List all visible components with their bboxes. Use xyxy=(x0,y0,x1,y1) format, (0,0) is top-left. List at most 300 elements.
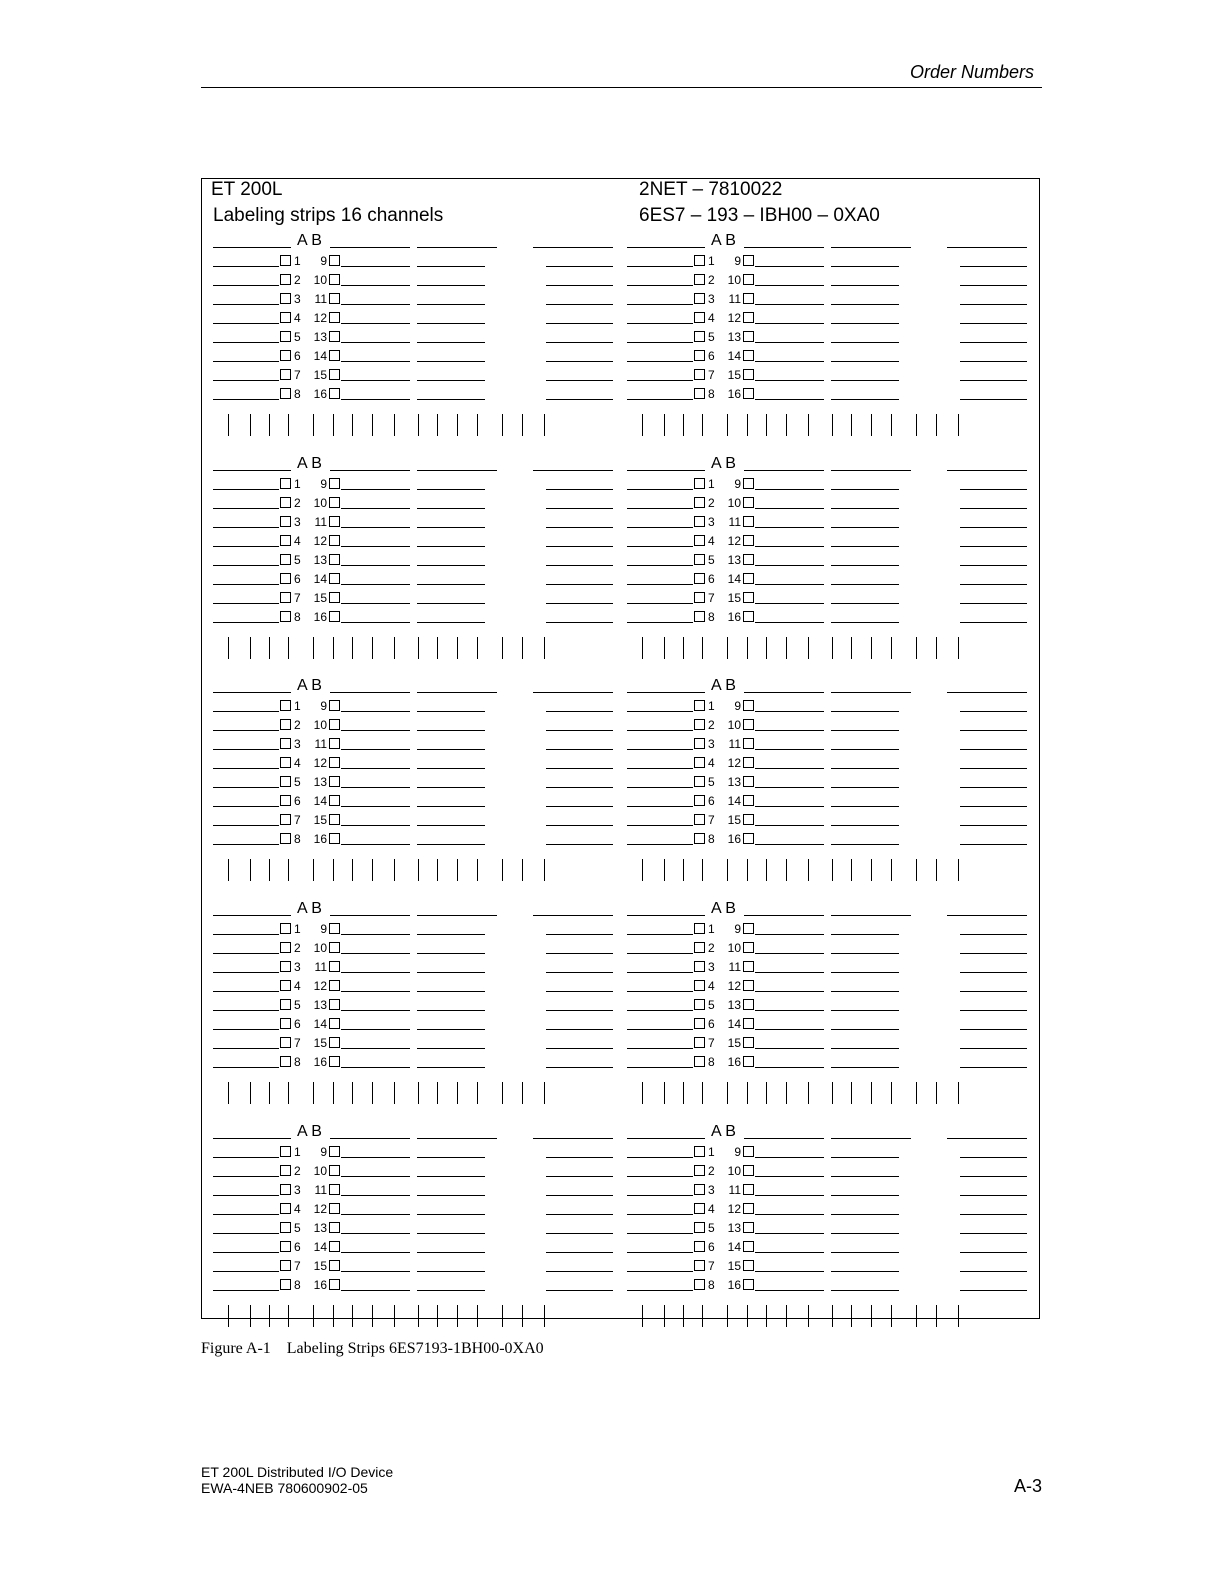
write-in-line xyxy=(417,1048,485,1049)
write-in-line xyxy=(417,489,485,490)
write-in-line xyxy=(831,546,899,547)
write-in-line xyxy=(627,380,693,381)
cut-mark xyxy=(727,859,728,881)
checkbox-icon xyxy=(694,776,705,787)
channel-number-a: 5 xyxy=(294,553,301,567)
write-in-line xyxy=(627,915,705,916)
write-in-line xyxy=(546,1195,613,1196)
write-in-line xyxy=(831,934,899,935)
checkbox-icon xyxy=(280,1222,291,1233)
checkbox-icon xyxy=(280,554,291,565)
cut-mark xyxy=(313,414,314,436)
column-header-ab: A B xyxy=(711,232,736,249)
checkbox-icon xyxy=(329,1165,340,1176)
channel-number-b: 12 xyxy=(727,311,741,325)
write-in-line xyxy=(330,1138,410,1139)
channel-number-a: 1 xyxy=(708,699,715,713)
channel-row xyxy=(627,570,1042,588)
write-in-line xyxy=(831,603,899,604)
channel-number-b: 10 xyxy=(313,496,327,510)
cut-mark xyxy=(958,1082,959,1104)
write-in-line xyxy=(627,972,693,973)
channel-number-b: 13 xyxy=(727,553,741,567)
channel-number-b: 12 xyxy=(727,756,741,770)
labeling-strip xyxy=(213,900,628,1105)
channel-number-b: 14 xyxy=(727,794,741,808)
sheet-code-2: 6ES7 – 193 – IBH00 – 0XA0 xyxy=(639,205,880,226)
channel-number-b: 14 xyxy=(313,1017,327,1031)
checkbox-icon xyxy=(329,1018,340,1029)
write-in-line xyxy=(546,1067,613,1068)
channel-number-b: 10 xyxy=(727,941,741,955)
write-in-line xyxy=(341,953,410,954)
write-in-line xyxy=(960,806,1027,807)
cut-mark xyxy=(766,859,767,881)
channel-number-a: 8 xyxy=(708,1278,715,1292)
write-in-line xyxy=(627,1157,693,1158)
write-in-line xyxy=(341,787,410,788)
checkbox-icon xyxy=(280,738,291,749)
channel-row xyxy=(627,697,1042,715)
channel-number-b: 13 xyxy=(313,998,327,1012)
write-in-line xyxy=(213,399,279,400)
channel-number-a: 7 xyxy=(708,368,715,382)
checkbox-icon xyxy=(743,312,754,323)
write-in-line xyxy=(213,1010,279,1011)
channel-row xyxy=(213,1238,628,1256)
channel-number-b: 15 xyxy=(727,368,741,382)
checkbox-icon xyxy=(694,1018,705,1029)
write-in-line xyxy=(960,546,1027,547)
write-in-line xyxy=(213,1157,279,1158)
checkbox-icon xyxy=(329,1037,340,1048)
channel-row xyxy=(213,1015,628,1033)
checkbox-icon xyxy=(694,923,705,934)
write-in-line xyxy=(755,546,824,547)
channel-row xyxy=(627,252,1042,270)
write-in-line xyxy=(755,806,824,807)
write-in-line xyxy=(755,787,824,788)
write-in-line xyxy=(546,361,613,362)
channel-number-b: 12 xyxy=(727,979,741,993)
write-in-line xyxy=(831,1195,899,1196)
write-in-line xyxy=(755,1010,824,1011)
write-in-line xyxy=(213,247,291,248)
cut-mark xyxy=(642,414,643,436)
checkbox-icon xyxy=(743,611,754,622)
checkbox-icon xyxy=(329,1056,340,1067)
cut-mark xyxy=(766,414,767,436)
cut-mark xyxy=(916,1305,917,1327)
channel-number-b: 10 xyxy=(727,496,741,510)
cut-mark xyxy=(352,414,353,436)
checkbox-icon xyxy=(694,592,705,603)
write-in-line xyxy=(341,1214,410,1215)
cut-mark xyxy=(871,414,872,436)
write-in-line xyxy=(341,399,410,400)
write-in-line xyxy=(341,584,410,585)
cut-mark xyxy=(786,414,787,436)
channel-number-a: 2 xyxy=(294,273,301,287)
cut-mark xyxy=(936,859,937,881)
write-in-line xyxy=(627,825,693,826)
write-in-line xyxy=(627,692,705,693)
cut-mark xyxy=(394,1082,395,1104)
write-in-line xyxy=(744,692,824,693)
channel-number-a: 4 xyxy=(708,534,715,548)
write-in-line xyxy=(960,584,1027,585)
write-in-line xyxy=(960,953,1027,954)
channel-number-a: 6 xyxy=(708,794,715,808)
channel-number-b: 14 xyxy=(313,794,327,808)
labeling-strip xyxy=(213,677,628,882)
cut-mark xyxy=(269,414,270,436)
write-in-line xyxy=(341,323,410,324)
write-in-line xyxy=(213,361,279,362)
write-in-line xyxy=(960,730,1027,731)
write-in-line xyxy=(341,844,410,845)
write-in-line xyxy=(627,1271,693,1272)
checkbox-icon xyxy=(280,980,291,991)
cut-mark xyxy=(313,1305,314,1327)
cut-mark xyxy=(871,637,872,659)
channel-number-a: 3 xyxy=(294,292,301,306)
cut-mark xyxy=(786,1305,787,1327)
cut-mark xyxy=(702,637,703,659)
write-in-line xyxy=(546,806,613,807)
write-in-line xyxy=(546,342,613,343)
channel-number-a: 3 xyxy=(708,960,715,974)
labeling-strip xyxy=(213,455,628,660)
write-in-line xyxy=(755,565,824,566)
write-in-line xyxy=(831,953,899,954)
write-in-line xyxy=(960,711,1027,712)
cut-mark xyxy=(808,1305,809,1327)
write-in-line xyxy=(755,1271,824,1272)
write-in-line xyxy=(417,806,485,807)
checkbox-icon xyxy=(280,700,291,711)
cut-mark xyxy=(871,859,872,881)
write-in-line xyxy=(341,622,410,623)
write-in-line xyxy=(417,1271,485,1272)
write-in-line xyxy=(960,1290,1027,1291)
write-in-line xyxy=(960,1176,1027,1177)
checkbox-icon xyxy=(280,1279,291,1290)
checkbox-icon xyxy=(329,611,340,622)
checkbox-icon xyxy=(743,1018,754,1029)
channel-number-a: 2 xyxy=(294,1164,301,1178)
cut-mark xyxy=(437,859,438,881)
cut-mark xyxy=(502,1305,503,1327)
strip-cut-marks xyxy=(627,414,967,436)
cut-mark xyxy=(958,859,959,881)
channel-number-b: 16 xyxy=(727,387,741,401)
channel-row xyxy=(213,385,628,403)
write-in-line xyxy=(341,1233,410,1234)
write-in-line xyxy=(960,1214,1027,1215)
column-header-ab: A B xyxy=(711,677,736,694)
write-in-line xyxy=(341,1067,410,1068)
cut-mark xyxy=(457,1082,458,1104)
write-in-line xyxy=(831,1233,899,1234)
cut-mark xyxy=(288,637,289,659)
write-in-line xyxy=(546,508,613,509)
write-in-line xyxy=(417,546,485,547)
write-in-line xyxy=(755,991,824,992)
write-in-line xyxy=(960,1195,1027,1196)
write-in-line xyxy=(960,380,1027,381)
channel-number-a: 2 xyxy=(708,496,715,510)
header-rule xyxy=(201,87,1042,88)
cut-mark xyxy=(936,414,937,436)
cut-mark xyxy=(250,859,251,881)
write-in-line xyxy=(546,1271,613,1272)
write-in-line xyxy=(417,603,485,604)
channel-row xyxy=(627,958,1042,976)
cut-mark xyxy=(437,414,438,436)
checkbox-icon xyxy=(694,255,705,266)
channel-number-a: 1 xyxy=(294,699,301,713)
cut-mark xyxy=(372,414,373,436)
cut-mark xyxy=(747,1305,748,1327)
checkbox-icon xyxy=(743,1037,754,1048)
channel-number-b: 13 xyxy=(313,1221,327,1235)
checkbox-icon xyxy=(280,923,291,934)
channel-row xyxy=(213,551,628,569)
strip-cut-marks xyxy=(213,1305,553,1327)
checkbox-icon xyxy=(329,516,340,527)
column-header-ab: A B xyxy=(297,232,322,249)
write-in-line xyxy=(960,1048,1027,1049)
footer-doc-number: EWA-4NEB 780600902-05 xyxy=(201,1480,368,1496)
write-in-line xyxy=(831,749,899,750)
write-in-line xyxy=(755,285,824,286)
checkbox-icon xyxy=(329,274,340,285)
write-in-line xyxy=(417,399,485,400)
channel-number-a: 3 xyxy=(708,292,715,306)
channel-row xyxy=(213,792,628,810)
write-in-line xyxy=(213,489,279,490)
cut-mark xyxy=(891,637,892,659)
cut-mark xyxy=(891,414,892,436)
channel-number-b: 14 xyxy=(313,1240,327,1254)
checkbox-icon xyxy=(743,942,754,953)
write-in-line xyxy=(627,953,693,954)
cut-mark xyxy=(477,859,478,881)
channel-row xyxy=(627,1034,1042,1052)
write-in-line xyxy=(960,1252,1027,1253)
strip-header xyxy=(627,232,1037,250)
checkbox-icon xyxy=(329,388,340,399)
page-number: A-3 xyxy=(1013,1476,1042,1496)
write-in-line xyxy=(755,1157,824,1158)
cut-mark xyxy=(766,637,767,659)
write-in-line xyxy=(546,711,613,712)
write-in-line xyxy=(341,361,410,362)
write-in-line xyxy=(417,730,485,731)
checkbox-icon xyxy=(329,255,340,266)
write-in-line xyxy=(831,527,899,528)
cut-mark xyxy=(418,1082,419,1104)
channel-row xyxy=(213,366,628,384)
write-in-line xyxy=(533,1138,613,1139)
channel-number-a: 3 xyxy=(294,1183,301,1197)
write-in-line xyxy=(755,768,824,769)
cut-mark xyxy=(544,859,545,881)
channel-row xyxy=(213,1143,628,1161)
cut-mark xyxy=(313,1082,314,1104)
channel-row xyxy=(627,773,1042,791)
write-in-line xyxy=(213,1048,279,1049)
channel-number-a: 3 xyxy=(708,1183,715,1197)
channel-row xyxy=(213,1200,628,1218)
write-in-line xyxy=(213,527,279,528)
channel-number-a: 8 xyxy=(294,1278,301,1292)
write-in-line xyxy=(627,1048,693,1049)
channel-number-b: 16 xyxy=(727,1278,741,1292)
write-in-line xyxy=(831,361,899,362)
write-in-line xyxy=(417,1252,485,1253)
cut-mark xyxy=(250,1305,251,1327)
cut-mark xyxy=(333,637,334,659)
write-in-line xyxy=(417,768,485,769)
channel-number-b: 10 xyxy=(313,941,327,955)
checkbox-icon xyxy=(280,999,291,1010)
channel-number-b: 13 xyxy=(727,998,741,1012)
channel-number-b: 9 xyxy=(320,477,327,491)
channel-row xyxy=(213,608,628,626)
write-in-line xyxy=(627,489,693,490)
write-in-line xyxy=(546,972,613,973)
channel-number-b: 10 xyxy=(727,1164,741,1178)
channel-row xyxy=(213,589,628,607)
write-in-line xyxy=(213,915,291,916)
write-in-line xyxy=(960,622,1027,623)
channel-number-b: 15 xyxy=(313,813,327,827)
write-in-line xyxy=(341,991,410,992)
checkbox-icon xyxy=(280,961,291,972)
channel-number-b: 11 xyxy=(314,292,327,306)
write-in-line xyxy=(960,1271,1027,1272)
cut-mark xyxy=(437,637,438,659)
write-in-line xyxy=(755,489,824,490)
write-in-line xyxy=(213,768,279,769)
write-in-line xyxy=(341,1157,410,1158)
write-in-line xyxy=(341,749,410,750)
channel-number-b: 11 xyxy=(314,960,327,974)
write-in-line xyxy=(831,1138,911,1139)
channel-number-b: 11 xyxy=(314,1183,327,1197)
write-in-line xyxy=(213,749,279,750)
write-in-line xyxy=(831,1067,899,1068)
write-in-line xyxy=(417,361,485,362)
write-in-line xyxy=(960,527,1027,528)
checkbox-icon xyxy=(743,923,754,934)
cut-mark xyxy=(313,637,314,659)
checkbox-icon xyxy=(329,312,340,323)
write-in-line xyxy=(627,1252,693,1253)
write-in-line xyxy=(341,1290,410,1291)
channel-number-a: 4 xyxy=(294,1202,301,1216)
write-in-line xyxy=(341,508,410,509)
channel-row xyxy=(627,366,1042,384)
strip-header xyxy=(627,1123,1037,1141)
channel-number-a: 6 xyxy=(294,1240,301,1254)
cut-mark xyxy=(522,1082,523,1104)
channel-number-b: 16 xyxy=(313,387,327,401)
write-in-line xyxy=(627,1010,693,1011)
write-in-line xyxy=(213,1029,279,1030)
write-in-line xyxy=(627,1290,693,1291)
cut-mark xyxy=(702,1305,703,1327)
checkbox-icon xyxy=(743,814,754,825)
write-in-line xyxy=(213,1233,279,1234)
channel-number-b: 12 xyxy=(727,534,741,548)
write-in-line xyxy=(755,1214,824,1215)
write-in-line xyxy=(546,546,613,547)
write-in-line xyxy=(213,565,279,566)
write-in-line xyxy=(960,1010,1027,1011)
write-in-line xyxy=(546,1157,613,1158)
write-in-line xyxy=(831,711,899,712)
channel-number-a: 1 xyxy=(708,477,715,491)
cut-mark xyxy=(457,637,458,659)
write-in-line xyxy=(960,768,1027,769)
checkbox-icon xyxy=(743,350,754,361)
channel-number-a: 8 xyxy=(294,832,301,846)
write-in-line xyxy=(546,399,613,400)
checkbox-icon xyxy=(694,1260,705,1271)
cut-mark xyxy=(522,1305,523,1327)
cut-mark xyxy=(544,1305,545,1327)
write-in-line xyxy=(755,711,824,712)
write-in-line xyxy=(831,489,899,490)
write-in-line xyxy=(627,266,693,267)
write-in-line xyxy=(960,1157,1027,1158)
cut-mark xyxy=(851,637,852,659)
cut-mark xyxy=(958,1305,959,1327)
write-in-line xyxy=(213,1290,279,1291)
channel-row xyxy=(213,939,628,957)
write-in-line xyxy=(831,380,899,381)
running-header: Order Numbers xyxy=(909,62,1034,82)
channel-number-a: 2 xyxy=(708,718,715,732)
checkbox-icon xyxy=(280,1018,291,1029)
write-in-line xyxy=(417,825,485,826)
channel-row xyxy=(627,1162,1042,1180)
write-in-line xyxy=(947,247,1027,248)
write-in-line xyxy=(341,730,410,731)
channel-row xyxy=(213,532,628,550)
cut-mark xyxy=(477,1305,478,1327)
checkbox-icon xyxy=(694,1241,705,1252)
checkbox-icon xyxy=(329,1260,340,1271)
write-in-line xyxy=(755,1195,824,1196)
cut-mark xyxy=(664,859,665,881)
checkbox-icon xyxy=(743,478,754,489)
write-in-line xyxy=(960,1067,1027,1068)
checkbox-icon xyxy=(329,1222,340,1233)
checkbox-icon xyxy=(329,369,340,380)
write-in-line xyxy=(755,844,824,845)
write-in-line xyxy=(627,1195,693,1196)
checkbox-icon xyxy=(743,1146,754,1157)
checkbox-icon xyxy=(694,700,705,711)
write-in-line xyxy=(627,991,693,992)
write-in-line xyxy=(417,342,485,343)
write-in-line xyxy=(960,266,1027,267)
write-in-line xyxy=(341,1010,410,1011)
